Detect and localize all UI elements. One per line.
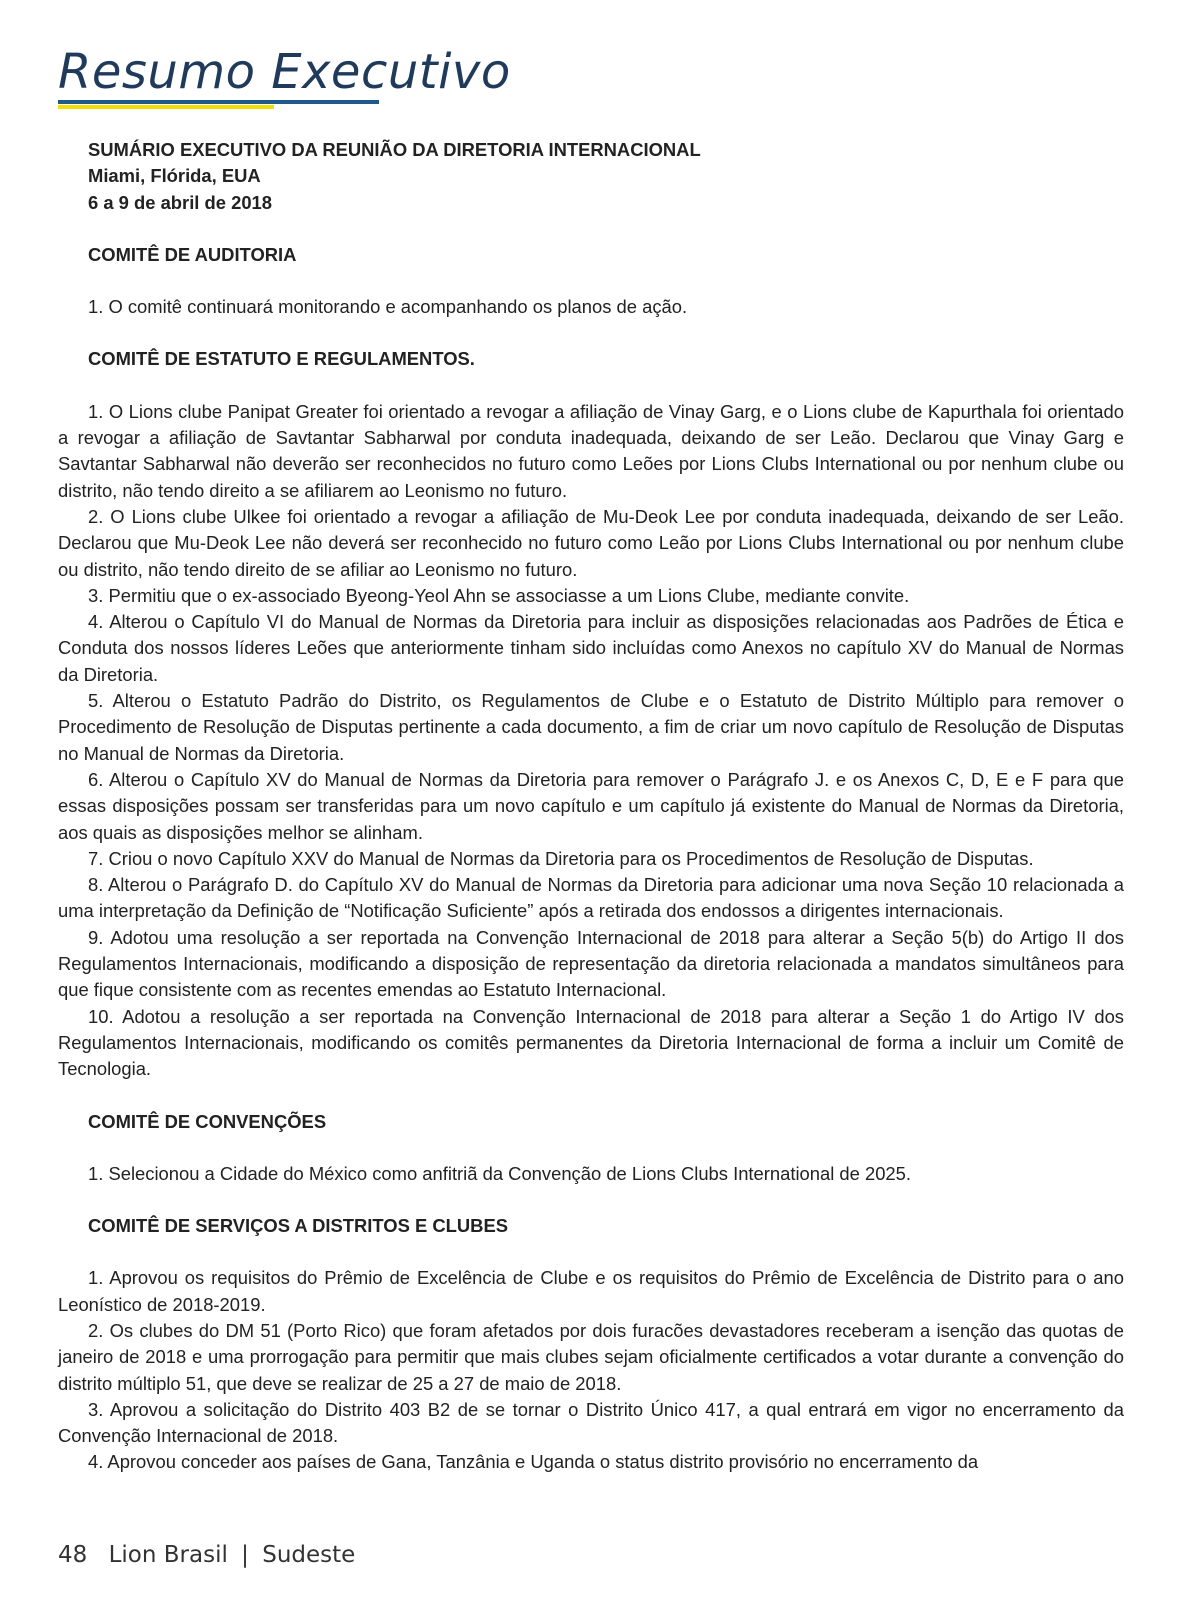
list-item: 3. Permitiu que o ex-associado Byeong-Yeol Ahn se associasse a um Lions Clube, mediante convite. xyxy=(88,584,910,606)
footer-separator: | xyxy=(241,1542,249,1568)
item-list xyxy=(58,1265,1124,1475)
section-heading: COMITÊ DE SERVIÇOS A DISTRITOS E CLUBES xyxy=(88,1215,508,1237)
list-item: 10. Adotou a resolução a ser reportada na Convenção Internacional de 2018 para alterar a Seção 1 do Artigo IV dos Regulamentos Internacionais, modificando os comitês permanentes da Diretoria Internacional de forma a incluir um Comitê de Tecnologia. xyxy=(58,1005,1124,1080)
page-number: 48 xyxy=(58,1542,88,1568)
section-bylaws-committee xyxy=(58,346,1124,1082)
section-conventions-committee xyxy=(58,1109,1124,1188)
list-item: 8. Alterou o Parágrafo D. do Capítulo XV do Manual de Normas da Diretoria para adicionar uma nova Seção 10 relacionada a uma interpretação da Definição de “Notificação Suficiente” após a retirada dos endossos a dirigentes internacionais. xyxy=(58,874,1124,922)
list-item: 1. Selecionou a Cidade do México como anfitriã da Convenção de Lions Clubs International de 2025. xyxy=(88,1162,911,1184)
item-list xyxy=(58,294,1124,320)
item-list xyxy=(58,1161,1124,1187)
page-footer xyxy=(58,1542,355,1568)
page-header xyxy=(58,44,511,100)
list-item: 7. Criou o novo Capítulo XXV do Manual de Normas da Diretoria para os Procedimentos de Resolução de Disputas. xyxy=(88,847,1034,869)
title-underline-blue xyxy=(58,100,379,104)
list-item: 6. Alterou o Capítulo XV do Manual de Normas da Diretoria para remover o Parágrafo J. e os Anexos C, D, E e F para que essas disposições possam ser transferidas para um novo capítulo e um capítulo já existente do Manual de Normas da Diretoria, aos quais as disposições melhor se alinham. xyxy=(58,768,1124,843)
section-heading: COMITÊ DE AUDITORIA xyxy=(88,243,297,265)
document-body xyxy=(58,137,1124,1476)
meeting-dates: 6 a 9 de abril de 2018 xyxy=(88,191,273,213)
region-name: Sudeste xyxy=(262,1542,356,1568)
publication-name: Lion Brasil xyxy=(108,1542,228,1568)
section-heading: COMITÊ DE CONVENÇÕES xyxy=(88,1110,327,1132)
section-district-club-services xyxy=(58,1213,1124,1476)
list-item: 1. Aprovou os requisitos do Prêmio de Excelência de Clube e os requisitos do Prêmio de Excelência de Distrito para o ano Leonístico de 2018-2019. xyxy=(58,1267,1124,1315)
section-heading: COMITÊ DE ESTATUTO E REGULAMENTOS. xyxy=(88,348,475,370)
meeting-location: Miami, Flórida, EUA xyxy=(88,165,261,187)
summary-title: SUMÁRIO EXECUTIVO DA REUNIÃO DA DIRETORIA INTERNACIONAL xyxy=(88,139,701,160)
item-list xyxy=(58,399,1124,1083)
page-title: Resumo Executivo xyxy=(58,44,511,100)
list-item: 2. O Lions clube Ulkee foi orientado a revogar a afiliação de Mu-Deok Lee por conduta inadequada, deixando de ser Leão. Declarou que Mu-Deok Lee não deverá ser reconhecido no futuro como Leão por Lions Clubs International ou por nenhum clube ou distrito, não tendo direito de se afiliar ao Leonismo no futuro. xyxy=(58,505,1124,580)
list-item: 1. O comitê continuará monitorando e acompanhando os planos de ação. xyxy=(88,296,688,318)
list-item: 3. Aprovou a solicitação do Distrito 403 B2 de se tornar o Distrito Único 417, a qual entrará em vigor no encerramento da Convenção Internacional de 2018. xyxy=(58,1398,1124,1447)
list-item: 1. O Lions clube Panipat Greater foi orientado a revogar a afiliação de Vinay Garg, e o Lions clube de Kapurthala foi orientado a revogar a afiliação de Savtantar Sabharwal por conduta inadequada, deixando de ser Leão. Declarou que Vinay Garg e Savtantar Sabharwal não deverão ser reconhecidos no futuro como Leões por Lions Clubs International ou por nenhum clube ou distrito, não tendo direito a se afiliarem ao Leonismo no futuro. xyxy=(58,400,1124,501)
list-item: 2. Os clubes do DM 51 (Porto Rico) que foram afetados por dois furacões devastadores receberam a isenção das quotas de janeiro de 2018 e uma prorrogação para permitir que mais clubes sejam oficialmente certificados a votar durante a convenção do distrito múltiplo 51, que deve se realizar de 25 a 27 de maio de 2018. xyxy=(58,1319,1124,1394)
list-item: 9. Adotou uma resolução a ser reportada na Convenção Internacional de 2018 para alterar a Seção 5(b) do Artigo II dos Regulamentos Internacionais, modificando a disposição de representação da diretoria relacionada a mandatos simultâneos para que fique consistente com as recentes emendas ao Estatuto Internacional. xyxy=(58,926,1124,1001)
list-item: 4. Alterou o Capítulo VI do Manual de Normas da Diretoria para incluir as disposições relacionadas aos Padrões de Ética e Conduta dos nossos líderes Leões que anteriormente tinham sido incluídas como Anexos no capítulo XV do Manual de Normas da Diretoria. xyxy=(58,611,1124,685)
section-audit-committee xyxy=(58,242,1124,321)
list-item: 5. Alterou o Estatuto Padrão do Distrito, os Regulamentos de Clube e o Estatuto de Distrito Múltiplo para remover o Procedimento de Resolução de Disputas pertinente a cada documento, a fim de criar um novo capítulo de Resolução de Disputas no Manual de Normas da Diretoria. xyxy=(58,690,1124,764)
list-item: 4. Aprovou conceder aos países de Gana, Tanzânia e Uganda o status distrito provisório no encerramento da xyxy=(88,1451,979,1473)
title-underline-yellow xyxy=(58,105,274,109)
